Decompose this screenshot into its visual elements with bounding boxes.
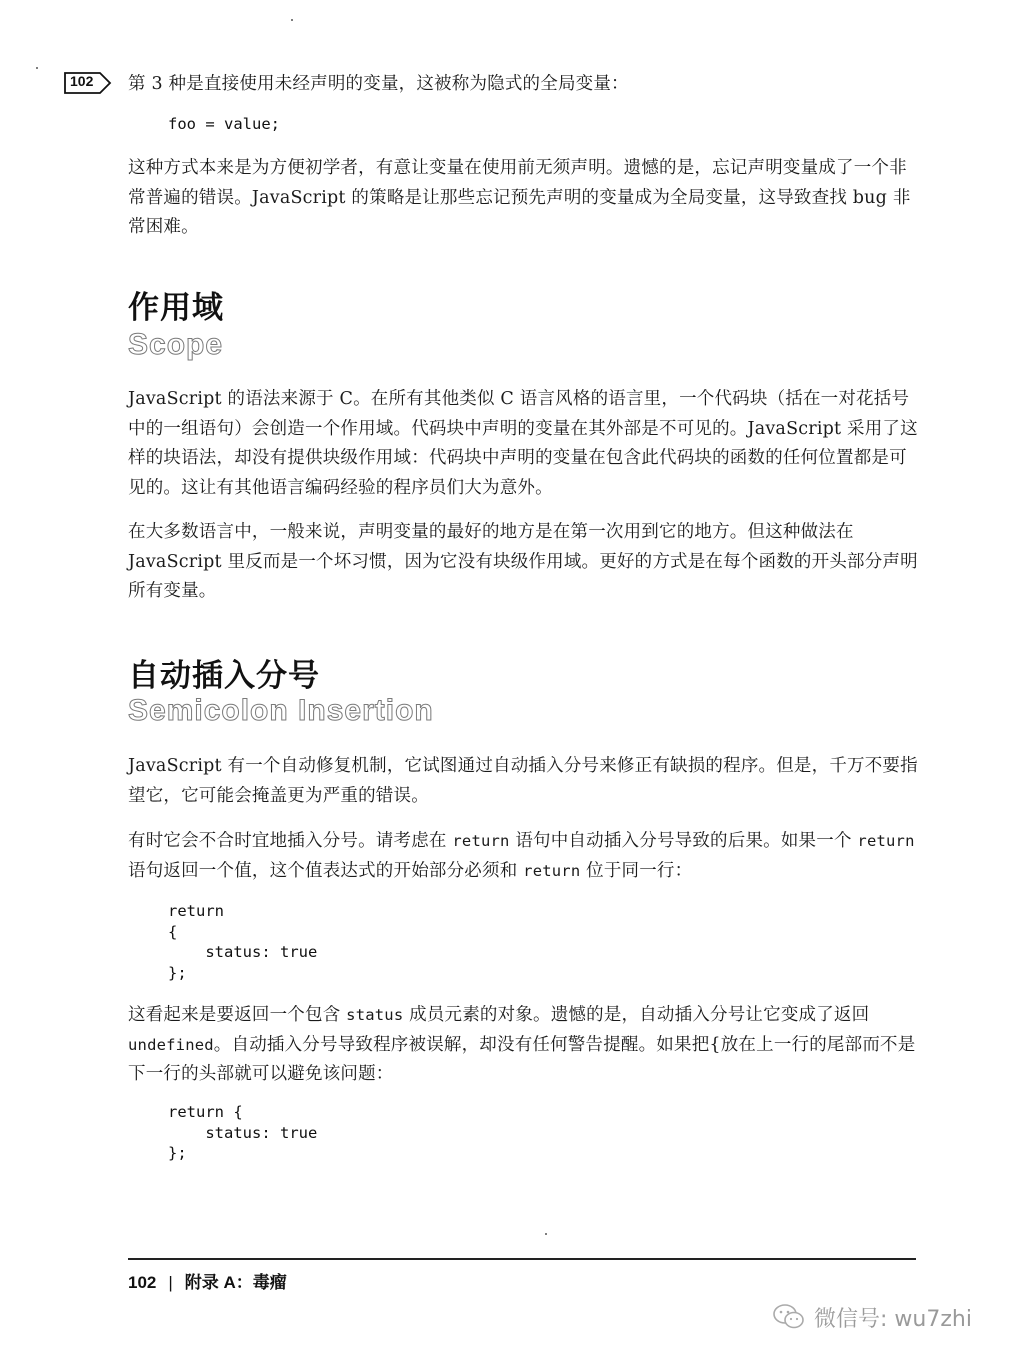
text-run: 这看起来是要返回一个包含 <box>128 1005 347 1025</box>
scan-speck <box>291 19 293 21</box>
footer-separator: | <box>168 1273 173 1292</box>
scan-speck <box>545 1233 547 1235</box>
inline-code-undefined: undefined <box>128 1035 214 1054</box>
text-run: 语句中自动插入分号导致的后果。如果一个 <box>509 831 858 851</box>
paragraph-implicit-global: 第 3 种是直接使用未经声明的变量，这被称为隐式的全局变量： <box>128 74 629 94</box>
page-number-tag <box>64 72 110 92</box>
wechat-watermark <box>772 1302 972 1338</box>
text-run: 成员元素的对象。遗憾的是，自动插入分号让它变成了返回 <box>403 1005 870 1025</box>
inline-code-return: return <box>523 861 581 880</box>
code-block-return-same-line: return { status: true }; <box>168 1103 318 1162</box>
footer-divider <box>128 1258 916 1260</box>
footer-page-number: 102 <box>128 1273 157 1292</box>
page-tag-number: 102 <box>70 73 94 89</box>
paragraph-block-scope: JavaScript 的语法来源于 C。在所有其他类似 C 语言风格的语言里，一个代码块（括在一对花括号中的一组语句）会创造一个作用域。代码块中声明的变量在其外部是不可见的。JavaScript 采用了这样的块语法，却没有提供块级作用域：代码块中声明的变量在包含此代码块的函数的任何位置都是可见的。这让有其他语言编码经验的程序员们大为意外。 <box>128 389 918 498</box>
page-footer <box>128 1268 287 1293</box>
code-block-foo: foo = value; <box>168 115 280 133</box>
paragraph-auto-fix-text: JavaScript 有一个自动修复机制，它试图通过自动插入分号来修正有缺损的程序。但是，千万不要指望它，它可能会掩盖更为严重的错误。 <box>128 756 918 806</box>
inline-code-return: return <box>857 832 915 850</box>
paragraph-return-statement <box>128 827 918 886</box>
inline-code-return: return <box>452 832 510 850</box>
scan-speck <box>36 67 38 69</box>
text-run: 。自动插入分号导致程序被误解，却没有任何警告提醒。如果把{放在上一行的尾部而不是下一行的头部就可以避免该问题： <box>128 1034 916 1084</box>
paragraph-undefined-return <box>128 1001 918 1090</box>
text-run: 位于同一行： <box>580 860 693 881</box>
section-heading-scope-en: Scope <box>128 328 224 361</box>
code-block-return-newline: return { status: true }; <box>168 902 318 982</box>
paragraph-auto-fix <box>128 752 918 811</box>
footer-chapter-title: 附录 A：毒瘤 <box>184 1273 287 1292</box>
inline-code-status: status <box>346 1006 404 1024</box>
paragraph-declare-variables: 在大多数语言中，一般来说，声明变量的最好的地方是在第一次用到它的地方。但这种做法在 JavaScript 里反而是一个坏习惯，因为它没有块级作用域。更好的方式是在每个函数的开头部分声明所有变量。 <box>128 522 918 601</box>
text-run: 语句返回一个值，这个值表达式的开始部分必须和 <box>128 860 524 881</box>
section-heading-semicolon-zh: 自动插入分号 <box>128 658 320 694</box>
text-run: 有时它会不合时宜地插入分号。请考虑在 <box>128 831 453 851</box>
section-heading-scope-zh: 作用域 <box>128 290 224 326</box>
paragraph-global-bug: 这种方式本来是为方便初学者，有意让变量在使用前无须声明。遗憾的是，忘记声明变量成了一个非常普遍的错误。JavaScript 的策略是让那些忘记预先声明的变量成为全局变量，这导致查找 bug 非常困难。 <box>128 158 911 237</box>
wechat-logo-icon <box>772 1302 806 1338</box>
section-heading-semicolon-en: Semicolon Insertion <box>128 694 434 727</box>
watermark-text: 微信号: wu7zhi <box>814 1307 972 1332</box>
